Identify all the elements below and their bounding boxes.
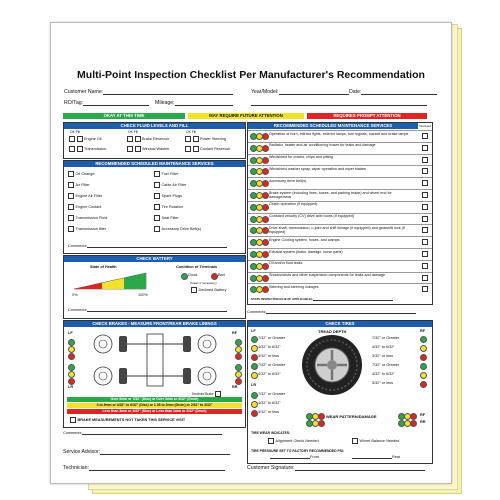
scheduled-item[interactable]: Engine Coolant (68, 204, 101, 210)
scheduled-item[interactable]: Oil Change (68, 171, 95, 177)
brake-diagram (89, 330, 221, 390)
brake-comments[interactable]: Comments: (63, 429, 222, 435)
customer-signature-field[interactable]: Customer Signature: (247, 465, 425, 471)
battery-scale-min: 0% (72, 293, 78, 297)
terminal-bad-label: Bad (218, 273, 225, 277)
right-comments[interactable]: Comments: (247, 308, 416, 314)
scheduled-item[interactable]: Air Filter (68, 182, 90, 188)
terminal-good-dot[interactable] (181, 273, 188, 280)
customer-name-field[interactable] (64, 89, 233, 95)
services-list (248, 130, 432, 295)
mileage-field[interactable] (155, 100, 233, 106)
legend-prompt: REQUIRES PROMPT ATTENTION (307, 113, 427, 119)
fluid-ok-col: OK (128, 130, 133, 134)
terminal-good-label: Good (188, 273, 198, 277)
scheduled-maintenance-header: RECOMMENDED SCHEDULED MAINTENANCE SERVICES (64, 161, 245, 167)
inspection-form (50, 22, 452, 484)
list-item[interactable]: Operation of horn, interior lights, exterior lamps, turn signals, hazard and brake lamps (248, 130, 432, 140)
fluid-item[interactable]: Power Steering (185, 136, 226, 142)
fluid-ok-col: OK (186, 130, 191, 134)
year-model-field[interactable] (251, 89, 349, 95)
battery-section (63, 255, 246, 319)
tire-rf-label: RF (420, 329, 426, 333)
tire-icon (300, 333, 364, 397)
list-item[interactable]: Oil and/or fluid leaks (248, 260, 432, 270)
fluid-item[interactable]: Window Washer (127, 146, 170, 152)
right-services-header: RECOMMENDED SCHEDULED MAINTENANCE SERVICES (248, 123, 418, 129)
tire-lf-label: LF (251, 329, 256, 333)
fluid-item[interactable]: Coolant Reservoir (185, 146, 230, 152)
ro-tag-field[interactable] (64, 100, 149, 106)
fluid-fill-col: Fill (133, 130, 138, 134)
scheduled-item[interactable]: Engine Air Filter (68, 193, 102, 199)
list-item[interactable]: Radiator, heater and air conditioning hoses for leaks and damage (248, 142, 432, 152)
battery-scale-max: 100% (138, 293, 148, 297)
brake-lf-label: LF (68, 331, 73, 335)
scheduled-item[interactable]: Spark Plugs (154, 193, 182, 199)
declined-column-label: Declined (419, 124, 431, 128)
alignment-check[interactable]: Alignment Check Needed (268, 438, 319, 444)
tread-depth-label: TREAD DEPTH (318, 329, 347, 334)
fluid-levels-header: CHECK FLUID LEVELS AND FILL (64, 123, 245, 129)
list-item[interactable]: Shocks/struts and other suspension components for leaks and damage (248, 272, 432, 282)
wheel-balance-check[interactable]: Wheel Balance Needed (352, 438, 399, 444)
list-item[interactable]: Steering and steering linkages (248, 283, 432, 293)
brakes-section (63, 320, 246, 428)
list-item[interactable]: Windshield for cracks, chips and pitting (248, 154, 432, 164)
scheduled-item[interactable]: Transmission Fluid (68, 215, 107, 221)
brake-lr-label: LR (68, 385, 74, 389)
scheduled-item[interactable]: Transmission filter (68, 226, 106, 232)
scheduled-item[interactable]: Seat Filter (154, 215, 179, 221)
scheduled-item[interactable]: Tire Rotation (154, 204, 183, 210)
list-item[interactable]: Windshield washer spray, wiper operation and wiper blades (248, 165, 432, 175)
form-title: Multi-Point Inspection Checklist Per Manufacturer's Recommendation (77, 69, 425, 81)
terminal-clean-note: (Clean if necessary) (190, 281, 217, 285)
brake-range-red: Less than 3mm or 4/32" (Disc) or Less than 1mm or 2/32" (Drum) (67, 409, 242, 414)
scheduled-item[interactable]: Accessory Drive Belt(s) (154, 226, 201, 232)
brake-rr-label: RR (232, 385, 238, 389)
fluid-item[interactable]: Transmission (69, 146, 106, 152)
ro-tag-label: RO/Tag: (64, 100, 84, 106)
mileage-label: Mileage: (155, 100, 175, 106)
scheduled-item[interactable]: Cabin Air Filter (154, 182, 186, 188)
battery-comments[interactable]: Comments: (68, 306, 227, 312)
list-item[interactable]: Clutch operation (if equipped) (248, 201, 432, 211)
brake-declined[interactable]: Declined Brake (192, 391, 222, 397)
front-pressure-field[interactable]: Front (270, 455, 319, 459)
customer-name-label: Customer Name: (64, 89, 104, 95)
rear-pressure-field[interactable]: Rear (352, 455, 400, 459)
tire-pressure-label: TIRE PRESSURE SET TO FACTORY RECOMMENDED PSI: (251, 449, 345, 453)
right-services-section (247, 122, 433, 305)
legend-okay: OKAY AT THIS TIME (63, 113, 185, 119)
wear-pattern-label: WEAR PATTERN/DAMAGE (326, 414, 377, 419)
list-item[interactable]: Brake system (including lines, hoses, and parking brake) and wheel end for damage/wear (248, 189, 432, 199)
tire-lr-label: LR (251, 383, 257, 387)
year-model-label: Year/Model: (251, 89, 279, 95)
fluid-fill-col: Fill (75, 130, 80, 134)
date-label: Date: (349, 89, 362, 95)
tires-section: CHECK TIRES TREAD DEPTH LF RF LR 7/32" or Greater 4/32" to 6/32" 3/32" or less 7/32" or Greater 4/32" to 6/32" 7/32" or Greater 4/32" to 6/32" 3/32" or less 7/32" or Greater 4/32" to 6/32" 3/32" or less 7/32" or Greater 4/32" to 6/32" 3/32" or less WEAR PATTERN/DAMAGE RF RR TIRE WEAR INDICATES: Alignment Check Needed Wheel Balance Needed TIRE PRESSURE SET TO FACTORY RECOMMENDED PSI: Front Rear (247, 320, 433, 464)
brakes-header: CHECK BRAKES - MEASURE FRONT/REAR BRAKE LININGS (64, 321, 245, 327)
battery-state-label: State of Health (90, 265, 117, 269)
service-advisor-field[interactable]: Service Advisor: (63, 449, 230, 455)
list-item[interactable]: Engine Cooling system, hoses, and clamps (248, 236, 432, 246)
fluid-item[interactable]: Engine Oil (69, 136, 102, 142)
battery-header: CHECK BATTERY (64, 256, 245, 262)
technician-field[interactable]: Technician: (63, 465, 225, 471)
fluid-ok-col: OK (70, 130, 75, 134)
brake-range-yellow: 3 to 5mm or 4/32" to 6/32" (Disc) or 1.05 to 2mm (Drum) or 2/32" to 3/32" (67, 403, 242, 408)
date-field[interactable] (349, 89, 437, 95)
battery-gauge (72, 271, 148, 291)
fluid-levels-section (63, 122, 246, 159)
list-item[interactable]: Drive shaft, transmission, u-joint and shift linkage (if equipped) and gearshift lock (if equipped) (248, 224, 432, 234)
list-item[interactable]: Constant velocity (CV) drive axle boots (if equipped) (248, 213, 432, 223)
legend-future: MAY REQUIRE FUTURE ATTENTION (188, 113, 304, 119)
fluid-fill-col: Fill (191, 130, 196, 134)
scheduled-maintenance-section (63, 160, 246, 254)
brake-not-taken[interactable]: BRAKE MEASUREMENTS NOT TAKEN THIS SERVICE VISIT (70, 417, 185, 423)
list-item[interactable]: Exhaust system (leaks, damage, loose parts) (248, 248, 432, 258)
fluid-item[interactable]: Brake Reservoir (127, 136, 169, 142)
battery-terminals-label: Condition of Terminals (176, 265, 218, 269)
header-line-blank (251, 105, 427, 106)
scheduled-item[interactable]: Fuel Filter (154, 171, 178, 177)
state-inspection-field[interactable]: STATE INSPECTION DUE (IF APPLICABLE): (251, 297, 393, 301)
list-item[interactable]: Accessory drive belt(s) (248, 177, 432, 187)
brake-range-green: Over 5mm or 7/32" (Disc) or Over 3mm or 3/32" (Drum) (67, 397, 242, 402)
brake-rf-label: RF (232, 331, 238, 335)
battery-declined[interactable]: Declined Battery (191, 287, 226, 293)
terminal-bad-dot[interactable] (211, 273, 218, 280)
tire-wear-indicates-label: TIRE WEAR INDICATES: (251, 431, 291, 435)
scheduled-comments[interactable]: Comments: (68, 242, 227, 248)
tires-header: CHECK TIRES (248, 321, 432, 327)
